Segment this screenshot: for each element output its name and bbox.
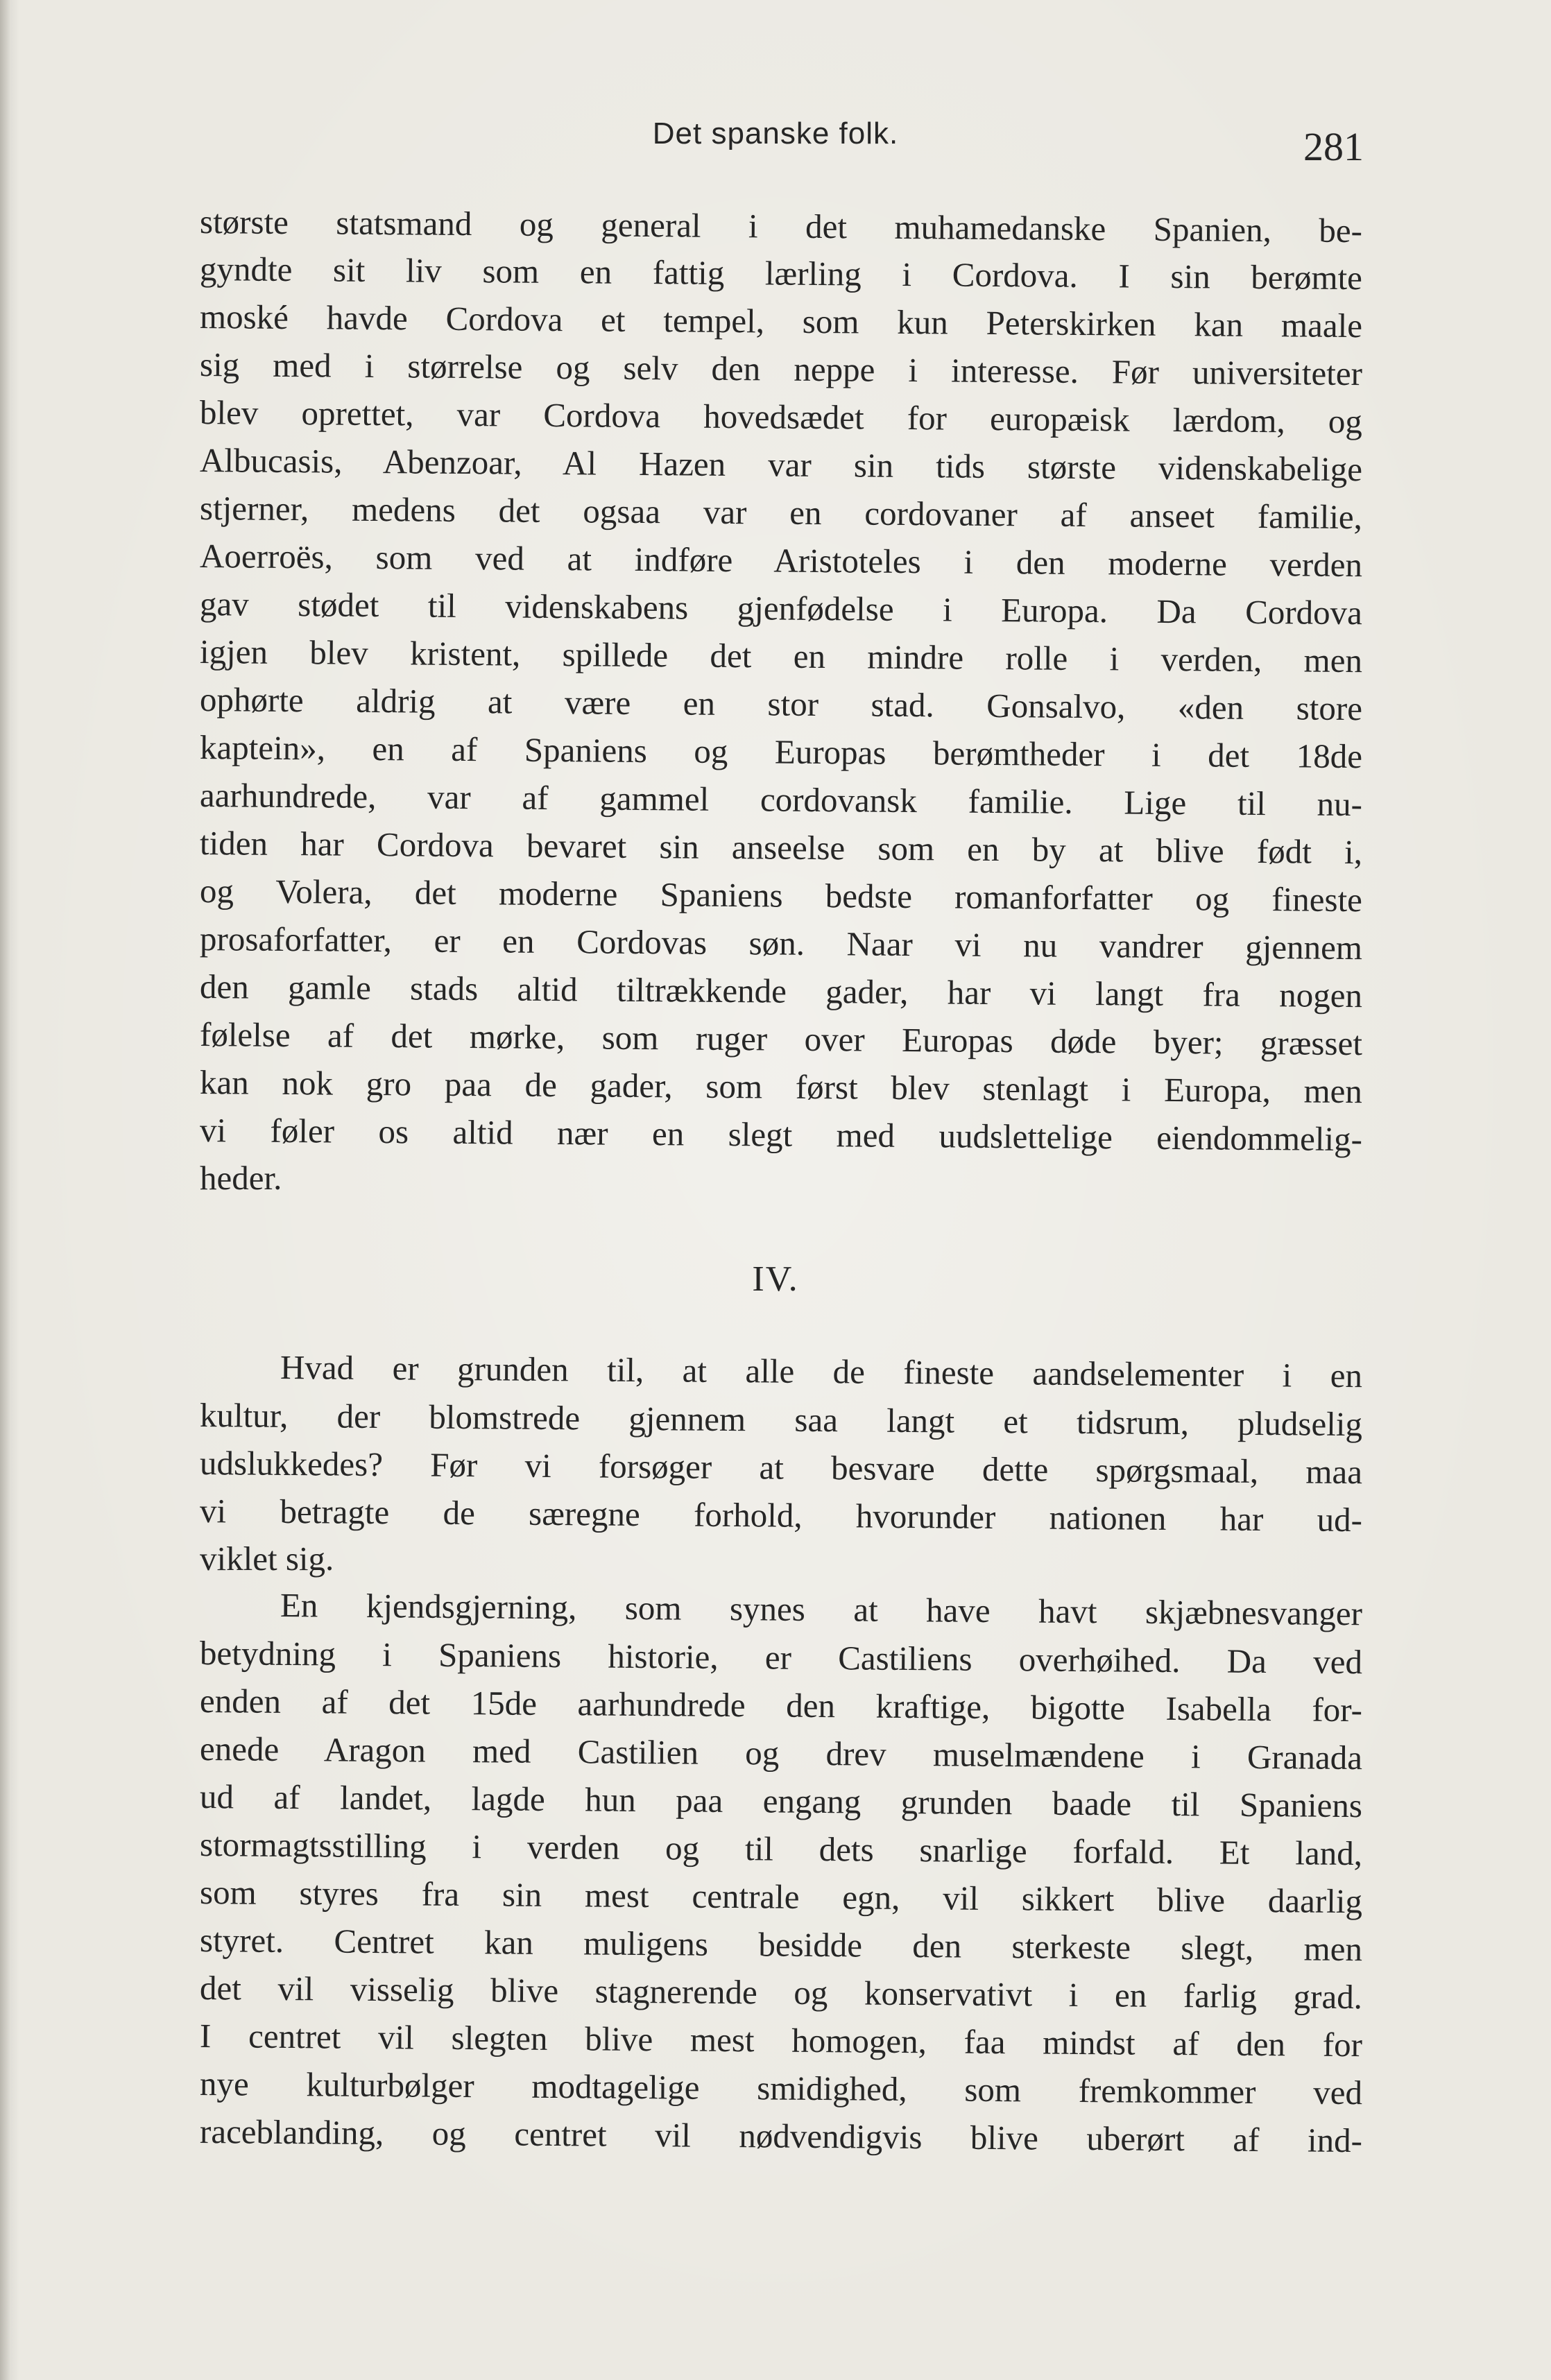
text-line: ophørte aldrig at være en stor stad. Gonsalvo, «den store [199, 680, 1363, 728]
text-line: som styres fra sin mest centrale egn, vil sikkert blive daarlig [199, 1873, 1363, 1921]
text-line: nye kulturbølger modtagelige smidighed, som fremkommer ved [199, 2064, 1363, 2112]
text-line: Aoerroës, som ved at indføre Aristoteles i den moderne verden [199, 537, 1363, 585]
text-line: tiden har Cordova bevaret sin anseelse som en by at blive født i, [199, 824, 1363, 872]
text-line: kaptein», en af Spaniens og Europas berømtheder i det 18de [199, 728, 1363, 776]
text-line: betydning i Spaniens historie, er Castiliens overhøihed. Da ved [199, 1634, 1363, 1682]
text-line: En kjendsgjerning, som synes at have havt skjæbnesvanger [280, 1586, 1363, 1633]
text-line: og Volera, det moderne Spaniens bedste romanforfatter og fineste [199, 872, 1363, 920]
text-line: vi føler os altid nær en slegt med uudslettelige eiendommelig- [199, 1111, 1363, 1159]
text-line: den gamle stads altid tiltrækkende gader, har vi langt fra nogen [199, 967, 1363, 1015]
text-line: udslukkedes? Før vi forsøger at besvare dette spørgsmaal, maa [199, 1444, 1363, 1492]
section-heading: IV. [752, 1259, 799, 1299]
text-line: viklet sig. [200, 1540, 334, 1578]
page-number: 281 [1303, 124, 1364, 169]
text-line: aarhundrede, var af gammel cordovansk familie. Lige til nu- [199, 776, 1363, 824]
text-line: prosaforfatter, er en Cordovas søn. Naar vi nu vandrer gjennem [199, 920, 1363, 967]
text-line: vi betragte de særegne forhold, hvorunder nationen har ud- [199, 1492, 1363, 1540]
text-line: styret. Centret kan muligens besidde den sterkeste slegt, men [199, 1921, 1363, 1969]
text-line: gyndte sit liv som en fattig lærling i Cordova. I sin berømte [199, 250, 1363, 298]
text-line: igjen blev kristent, spillede det en mindre rolle i verden, men [199, 632, 1363, 680]
text-line: Hvad er grunden til, at alle de fineste aandselementer i en [280, 1348, 1363, 1395]
text-line: enden af det 15de aarhundrede den kraftige, bigotte Isabella for- [199, 1682, 1363, 1730]
text-line: følelse af det mørke, som ruger over Europas døde byer; græsset [199, 1015, 1363, 1063]
text-line: det vil visselig blive stagnerende og konservativt i en farlig grad. [199, 1969, 1363, 2017]
running-title: Det spanske folk. [652, 117, 899, 150]
page-binding-edge [0, 0, 11, 2380]
text-line: moské havde Cordova et tempel, som kun Peterskirken kan maale [199, 298, 1363, 345]
text-line: stormagtsstilling i verden og til dets snarlige forfald. Et land, [199, 1825, 1363, 1873]
text-line: I centret vil slegten blive mest homogen, faa mindst af den for [199, 2017, 1363, 2064]
text-line: kan nok gro paa de gader, som først blev stenlagt i Europa, men [199, 1063, 1363, 1111]
text-line: ud af landet, lagde hun paa engang grunden baade til Spaniens [199, 1777, 1363, 1825]
text-line: kultur, der blomstrede gjennem saa langt et tidsrum, pludselig [199, 1396, 1363, 1444]
text-line: største statsmand og general i det muhamedanske Spanien, be- [199, 202, 1363, 250]
text-line: heder. [200, 1159, 282, 1197]
text-line: blev oprettet, var Cordova hovedsædet for europæisk lærdom, og [199, 393, 1363, 441]
text-line: Albucasis, Abenzoar, Al Hazen var sin tids største videnskabelige [199, 441, 1363, 489]
text-line: gav stødet til videnskabens gjenfødelse i Europa. Da Cordova [199, 585, 1363, 632]
text-line: raceblanding, og centret vil nødvendigvis blive uberørt af ind- [199, 2112, 1363, 2160]
text-line: stjerner, medens det ogsaa var en cordovaner af anseet familie, [199, 489, 1363, 537]
text-line: enede Aragon med Castilien og drev muselmændene i Granada [199, 1730, 1363, 1777]
text-line: sig med i størrelse og selv den neppe i interesse. Før universiteter [199, 345, 1363, 393]
